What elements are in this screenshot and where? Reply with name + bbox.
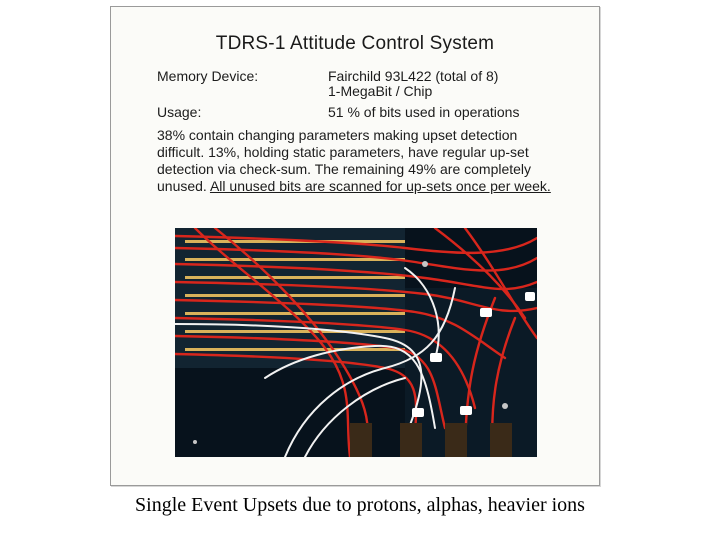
- memory-device-value-line2: 1-MegaBit / Chip: [328, 83, 433, 99]
- slide-card: [110, 6, 600, 486]
- memory-device-label: Memory Device:: [157, 68, 259, 84]
- usage-description-text: 38% contain changing parameters making upset detection difficult. 13%, holding static parameters, have regular up-set detection via check-sum. The remaining 49% are completely unused.: [157, 127, 532, 194]
- slide-caption: Single Event Upsets due to protons, alphas, heavier ions: [135, 494, 585, 516]
- circuit-board-wiring-icon: [175, 228, 537, 457]
- slide-title: TDRS-1 Attitude Control System: [215, 33, 495, 54]
- usage-description: [157, 127, 567, 195]
- usage-description-underlined: All unused bits are scanned for up-sets once per week.: [209, 178, 551, 194]
- circuit-board-photo: [175, 228, 537, 457]
- memory-device-value-line1: Fairchild 93L422 (total of 8): [328, 68, 499, 84]
- usage-value: 51 % of bits used in operations: [328, 104, 520, 120]
- usage-label: Usage:: [157, 104, 202, 120]
